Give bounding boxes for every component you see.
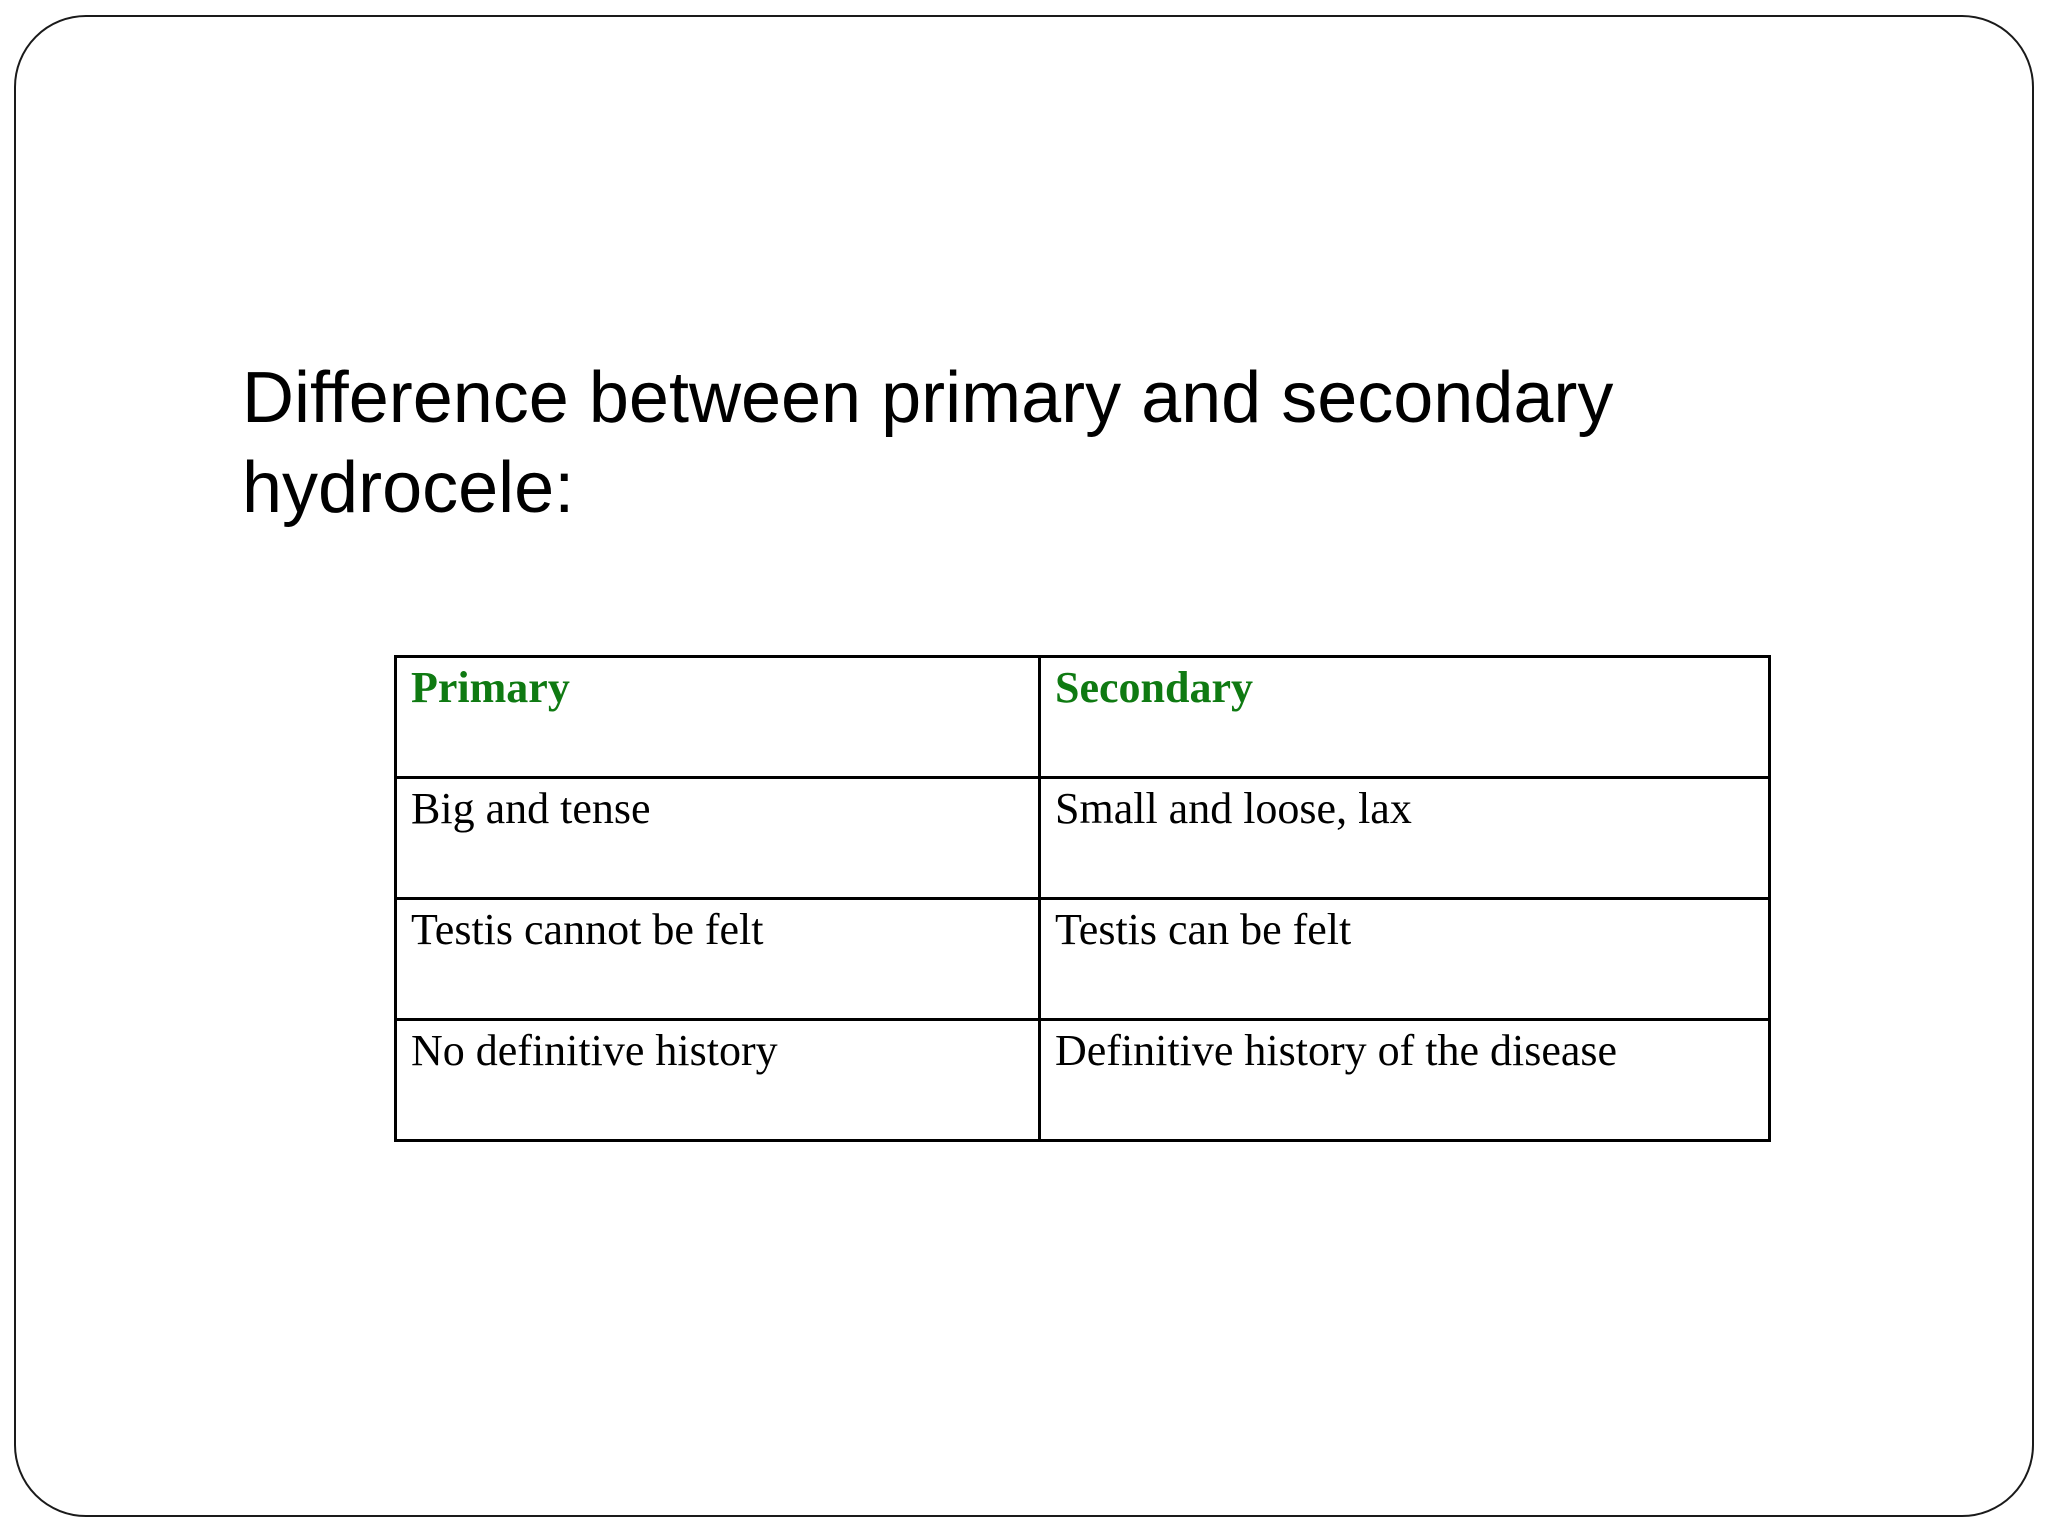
table-header-row: [396, 657, 1770, 778]
slide-title: Difference between primary and secondary hydrocele:: [242, 358, 1614, 528]
primary-cell: No definitive history: [396, 1020, 1040, 1141]
primary-cell: Testis cannot be felt: [396, 899, 1040, 1020]
slide-frame: [14, 15, 2034, 1517]
secondary-cell: Definitive history of the disease: [1040, 1020, 1770, 1141]
table-row: [396, 778, 1770, 899]
table-row: [396, 1020, 1770, 1141]
primary-cell: Big and tense: [396, 778, 1040, 899]
header-primary: Primary: [396, 657, 1040, 778]
secondary-cell: Small and loose, lax: [1040, 778, 1770, 899]
table-row: [396, 899, 1770, 1020]
header-secondary: Secondary: [1040, 657, 1770, 778]
comparison-table: [394, 655, 1771, 1142]
secondary-cell: Testis can be felt: [1040, 899, 1770, 1020]
